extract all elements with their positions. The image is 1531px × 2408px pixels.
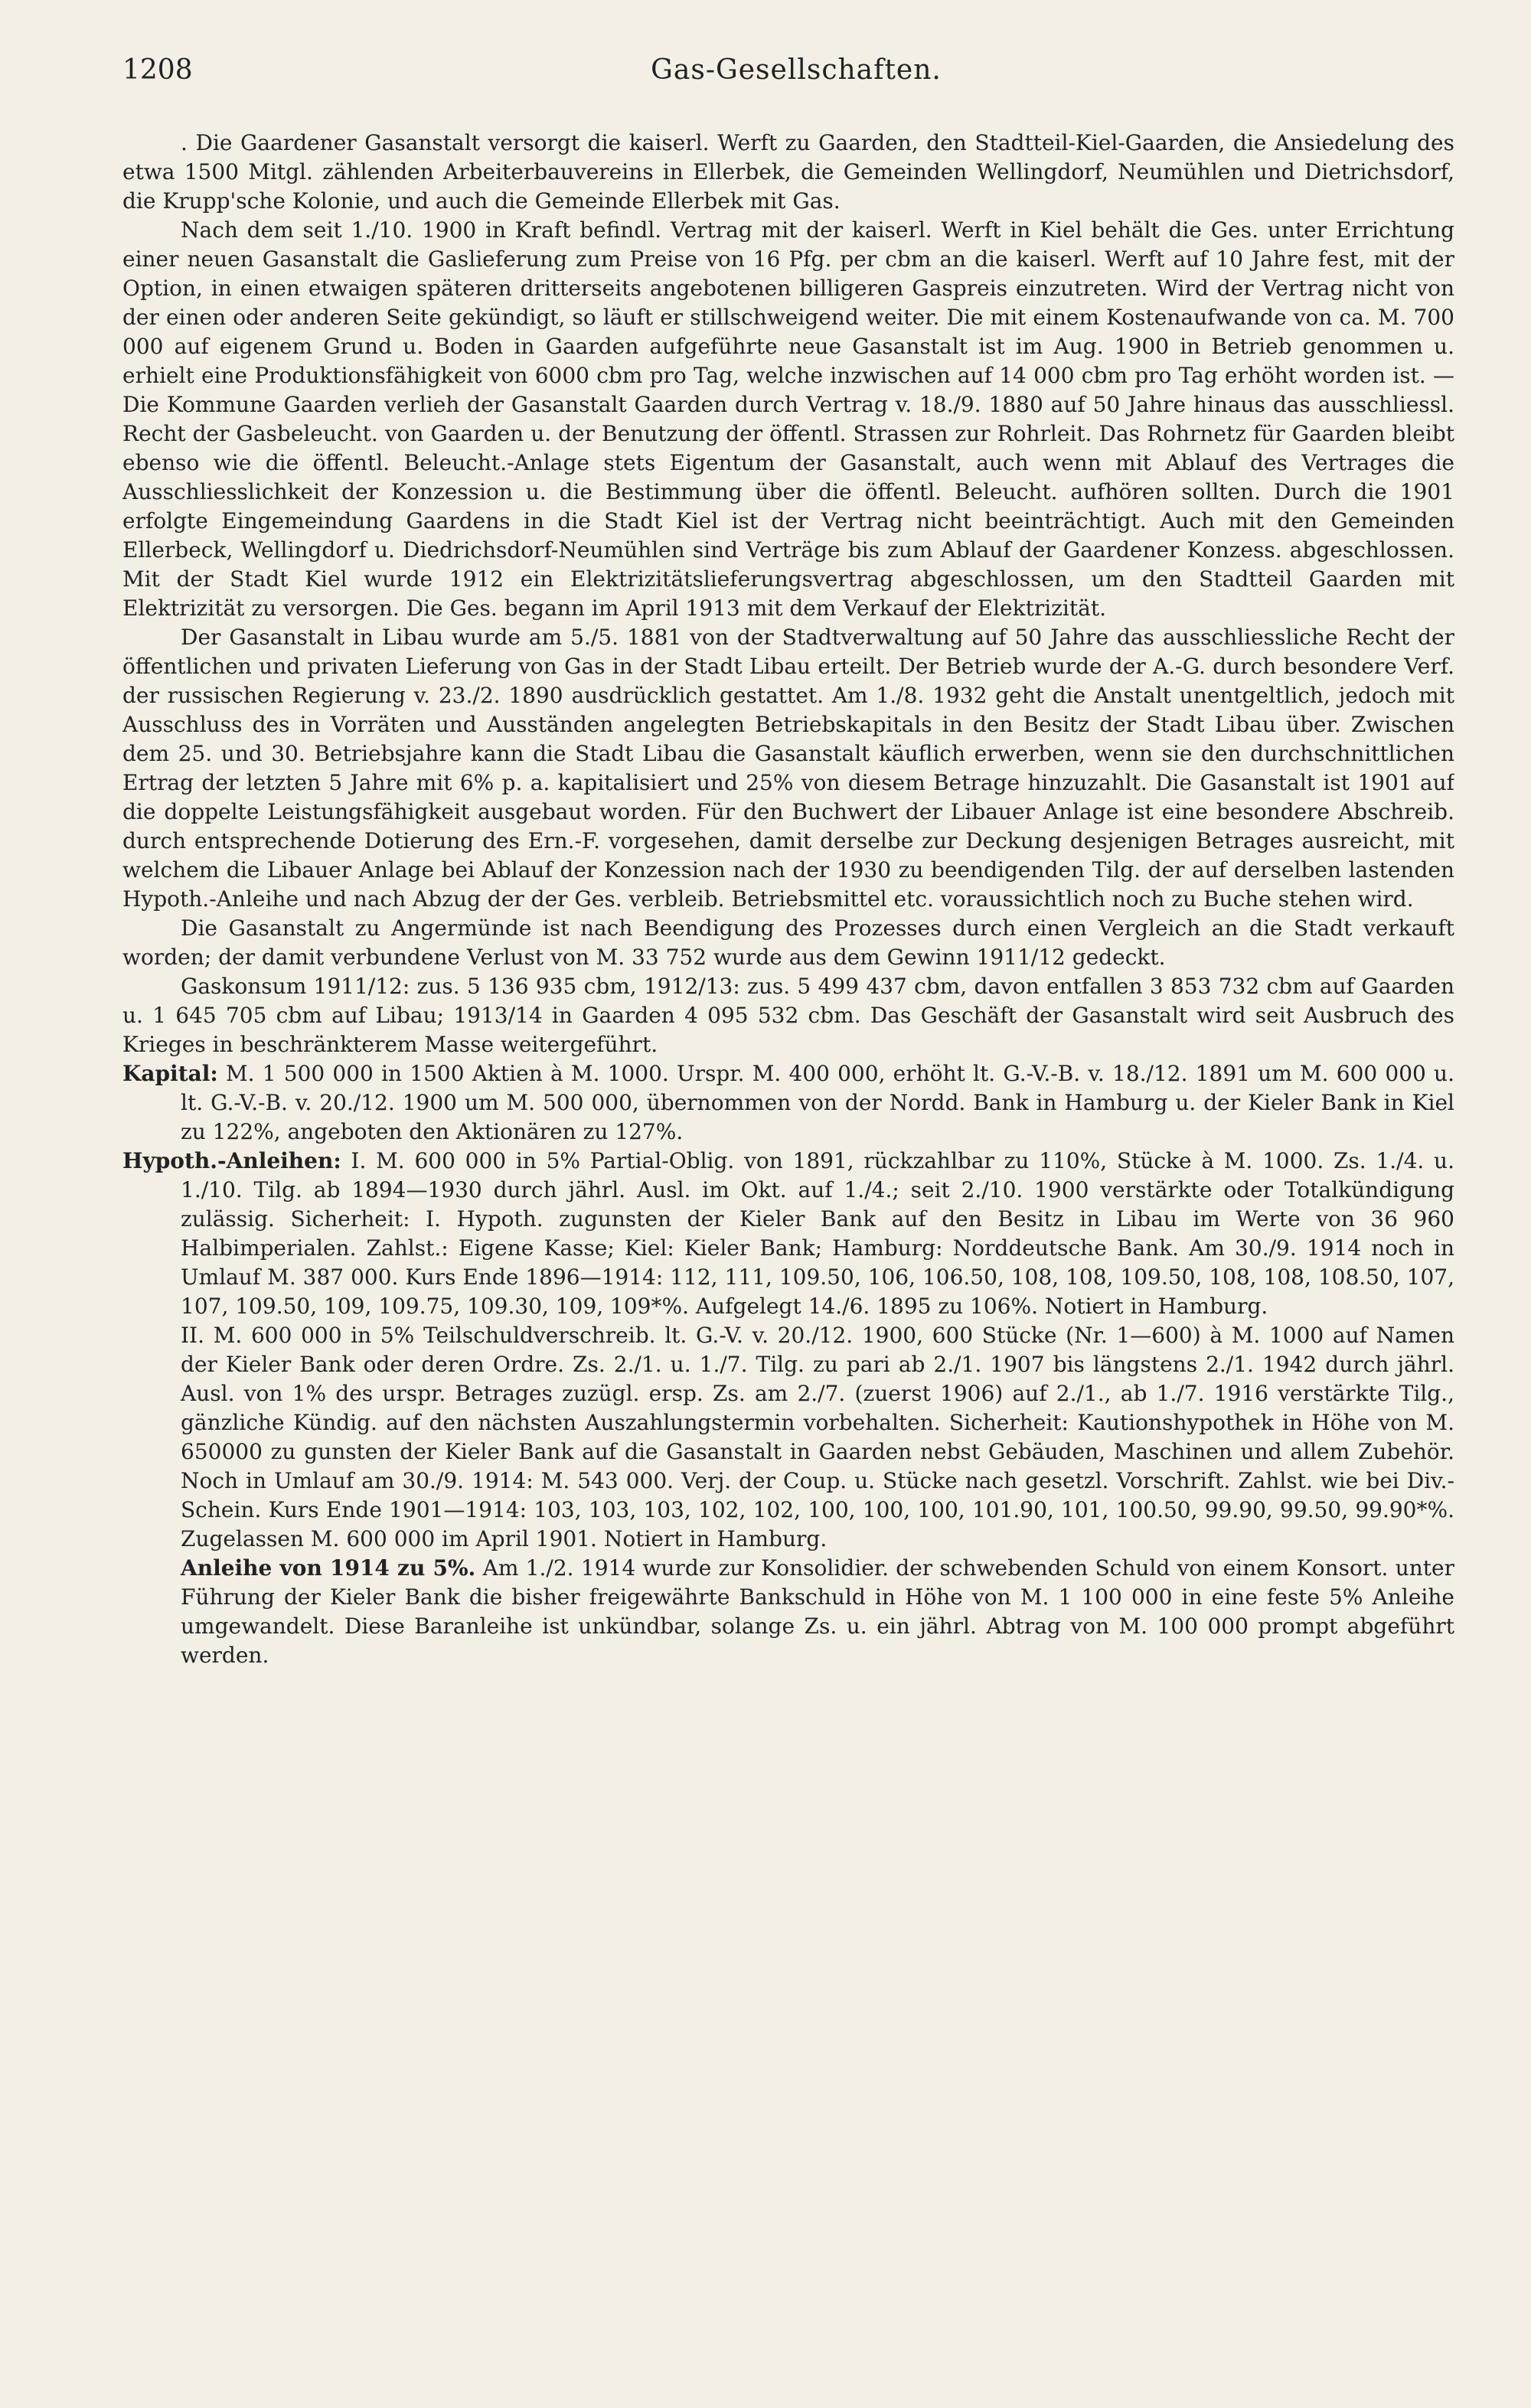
- hypoth-text: I. M. 600 000 in 5% Partial-Oblig. von 1891, rückzahlbar zu 110%, Stücke à M. 1000. Zs. 1./4. u. 1./10. Tilg. ab 1894—1930 durch jährl. Ausl. im Okt. auf 1./4.; seit 2./10. 1900 verstärkte oder Totalkündigung zulässig. Sicherheit: I. Hypoth. zugunsten der Kieler Bank auf den Besitz in Libau im Werte von 36 960 Halbimperialen. Zahlst.: Eigene Kasse; Kiel: Kieler Bank; Hamburg: Norddeutsche Bank. Am 30./9. 1914 noch in Umlauf M. 387 000. Kurs Ende 1896—1914: 112, 111, 109.50, 106, 106.50, 108, 108, 109.50, 108, 108, 108.50, 107, 107, 109.50, 109, 109.75, 109.30, 109, 109*%. Aufgelegt 14./6. 1895 zu 106%. Notiert in Hamburg.: [181, 1148, 1454, 1319]
- paragraph-angermuende: Die Gasanstalt zu Angermünde ist nach Beendigung des Prozesses durch einen Vergleich an die Stadt verkauft worden; der damit verbundene Verlust von M. 33 752 wurde aus dem Gewinn 1911/12 gedeckt.: [122, 915, 1454, 970]
- paragraph-kapital: [122, 1059, 1454, 1147]
- paragraph-hypoth-anleihen: [122, 1147, 1454, 1321]
- paragraph-anleihe-1914: [122, 1554, 1454, 1670]
- paragraph-anleihe-ii: II. M. 600 000 in 5% Teilschuldverschreib. lt. G.-V. v. 20./12. 1900, 600 Stücke (Nr. 1—600) à M. 1000 auf Namen der Kieler Bank oder deren Ordre. Zs. 2./1. u. 1./7. Tilg. zu pari ab 2./1. 1907 bis längstens 2./1. 1942 durch jährl. Ausl. von 1% des urspr. Betrages zuzügl. ersp. Zs. am 2./7. (zuerst 1906) auf 2./1., ab 1./7. 1916 verstärkte Tilg., gänzliche Kündig. auf den nächsten Auszahlungstermin vorbehalten. Sicherheit: Kautionshypothek in Höhe von M. 650000 zu gunsten der Kieler Bank auf die Gasanstalt in Gaarden nebst Gebäuden, Maschinen und allem Zubehör. Noch in Umlauf am 30./9. 1914: M. 543 000. Verj. der Coup. u. Stücke nach gesetzl. Vorschrift. Zahlst. wie bei Div.-Schein. Kurs Ende 1901—1914: 103, 103, 103, 102, 102, 100, 100, 100, 101.90, 101, 100.50, 99.90, 99.50, 99.90*%. Zugelassen M. 600 000 im April 1901. Notiert in Hamburg.: [181, 1323, 1454, 1551]
- paragraph-gaskonsum: Gaskonsum 1911/12: zus. 5 136 935 cbm, 1912/13: zus. 5 499 437 cbm, davon entfallen 3 853 732 cbm auf Gaarden u. 1 645 705 cbm auf Libau; 1913/14 in Gaarden 4 095 532 cbm. Das Geschäft der Gasanstalt wird seit Ausbruch des Krieges in beschränkterem Masse weitergeführt.: [122, 974, 1454, 1057]
- anleihe-1914-label: Anleihe von 1914 zu 5%.: [181, 1555, 476, 1581]
- kapital-text: M. 1 500 000 in 1500 Aktien à M. 1000. Urspr. M. 400 000, erhöht lt. G.-V.-B. v. 18./12. 1891 um M. 600 000 u. lt. G.-V.-B. v. 20./12. 1900 um M. 500 000, übernommen von der Nordd. Bank in Hamburg u. der Kieler Bank in Kiel zu 122%, angeboten den Aktionären zu 127%.: [181, 1061, 1454, 1144]
- hypoth-label: Hypoth.-Anleihen:: [122, 1148, 341, 1173]
- paragraph-gaarden-supply: . Die Gaardener Gasanstalt versorgt die kaiserl. Werft zu Gaarden, den Stadtteil-Kiel-Gaarden, die Ansiedelung des etwa 1500 Mitgl. zählenden Arbeiterbauvereins in Ellerbek, die Gemeinden Wellingdorf, Neumühlen und Dietrichsdorf, die Krupp'sche Kolonie, und auch die Gemeinde Ellerbek mit Gas.: [122, 130, 1454, 214]
- page-number: 1208: [122, 54, 193, 86]
- paragraph-gaarden-contract: Nach dem seit 1./10. 1900 in Kraft befindl. Vertrag mit der kaiserl. Werft in Kiel behält die Ges. unter Errichtung einer neuen Gasanstalt die Gaslieferung zum Preise von 16 Pfg. per cbm an die kaiserl. Werft auf 10 Jahre fest, mit der Option, in einen etwaigen späteren dritterseits angebotenen billigeren Gaspreis einzutreten. Wird der Vertrag nicht von der einen oder anderen Seite gekündigt, so läuft er stillschweigend weiter. Die mit einem Kostenaufwande von ca. M. 700 000 auf eigenem Grund u. Boden in Gaarden aufgeführte neue Gasanstalt ist im Aug. 1900 in Betrieb genommen u. erhielt eine Produktionsfähigkeit von 6000 cbm pro Tag, welche inzwischen auf 14 000 cbm pro Tag erhöht worden ist. — Die Kommune Gaarden verlieh der Gasanstalt Gaarden durch Vertrag v. 18./9. 1880 auf 50 Jahre hinaus das ausschliessl. Recht der Gasbeleucht. von Gaarden u. der Benutzung der öffentl. Strassen zur Rohrleit. Das Rohrnetz für Gaarden bleibt ebenso wie die öffentl. Beleucht.-Anlage stets Eigentum der Gasanstalt, auch wenn mit Ablauf des Vertrages die Ausschliesslichkeit der Konzession u. die Bestimmung über die öffentl. Beleucht. aufhören sollten. Durch die 1901 erfolgte Eingemeindung Gaardens in die Stadt Kiel ist der Vertrag nicht beeinträchtigt. Auch mit den Gemeinden Ellerbeck, Wellingdorf u. Diedrichsdorf-Neumühlen sind Verträge bis zum Ablauf der Gaardener Konzess. abgeschlossen. Mit der Stadt Kiel wurde 1912 ein Elektrizitätslieferungsvertrag abgeschlossen, um den Stadtteil Gaarden mit Elektrizität zu versorgen. Die Ges. begann im April 1913 mit dem Verkauf der Elektrizität.: [122, 217, 1454, 621]
- paragraph-libau: Der Gasanstalt in Libau wurde am 5./5. 1881 von der Stadtverwaltung auf 50 Jahre das ausschliessliche Recht der öffentlichen und privaten Lieferung von Gas in der Stadt Libau erteilt. Der Betrieb wurde der A.-G. durch besondere Verf. der russischen Regierung v. 23./2. 1890 ausdrücklich gestattet. Am 1./8. 1932 geht die Anstalt unentgeltlich, jedoch mit Ausschluss des in Vorräten und Ausständen angelegten Betriebskapitals in den Besitz der Stadt Libau über. Zwischen dem 25. und 30. Betriebsjahre kann die Stadt Libau die Gasanstalt käuflich erwerben, wenn sie den durchschnittlichen Ertrag der letzten 5 Jahre mit 6% p. a. kapitalisiert und 25% von diesem Betrage hinzuzahlt. Die Gasanstalt ist 1901 auf die doppelte Leistungsfähigkeit ausgebaut worden. Für den Buchwert der Libauer Anlage ist eine besondere Abschreib. durch entsprechende Dotierung des Ern.-F. vorgesehen, damit derselbe zur Deckung desjenigen Betrages ausreicht, mit welchem die Libauer Anlage bei Ablauf der Konzession nach der 1930 zu beendigenden Tilg. der auf derselben lastenden Hypoth.-Anleihe und nach Abzug der der Ges. verbleib. Betriebsmittel etc. voraussichtlich noch zu Buche stehen wird.: [122, 625, 1454, 912]
- document-body: [122, 129, 1454, 2387]
- kapital-label: Kapital:: [122, 1061, 218, 1086]
- page-header: [122, 47, 1470, 93]
- anleihe-1914-text: Am 1./2. 1914 wurde zur Konsolidier. der schwebenden Schuld von einem Konsort. unter Führung der Kieler Bank die bisher freigewährte Bankschuld in Höhe von M. 1 100 000 in eine feste 5% Anleihe umgewandelt. Diese Baranleihe ist unkündbar, solange Zs. u. ein jährl. Abtrag von M. 100 000 prompt abgeführt werden.: [181, 1555, 1454, 1668]
- running-head: Gas-Gesellschaften.: [651, 54, 942, 86]
